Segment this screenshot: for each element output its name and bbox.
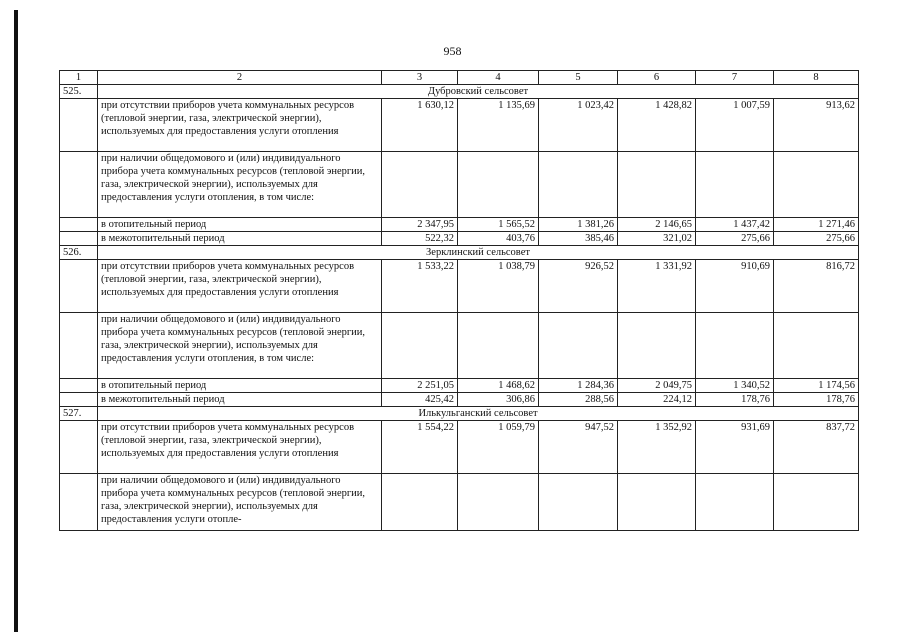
header-cell: 4 (458, 71, 539, 85)
value-cell: 275,66 (774, 232, 859, 246)
value-cell: 306,86 (458, 393, 539, 407)
value-cell: 816,72 (774, 260, 859, 313)
value-cell: 403,76 (458, 232, 539, 246)
section-name: Илькульганский сельсовет (98, 407, 859, 421)
row-label: в отопительный период (98, 218, 382, 232)
scan-edge-bar (14, 10, 18, 632)
value-cell: 224,12 (618, 393, 696, 407)
value-cell: 1 533,22 (382, 260, 458, 313)
value-cell: 947,52 (539, 421, 618, 474)
table-header-row (60, 71, 859, 85)
row-description: при наличии общедомового и (или) индивидуального прибора учета коммунальных ресурсов (тепловой энергии, газа, электрической энергии), используемых для предоставления услуги отопле- (98, 474, 382, 531)
value-cell: 288,56 (539, 393, 618, 407)
row-label: в отопительный период (98, 379, 382, 393)
value-cell: 321,02 (618, 232, 696, 246)
table-row (60, 474, 859, 531)
header-cell: 5 (539, 71, 618, 85)
table-row (60, 218, 859, 232)
value-cell: 1 437,42 (696, 218, 774, 232)
value-cell: 2 251,05 (382, 379, 458, 393)
value-cell: 837,72 (774, 421, 859, 474)
table-row (60, 313, 859, 379)
header-cell: 8 (774, 71, 859, 85)
value-cell: 2 146,65 (618, 218, 696, 232)
value-cell: 2 049,75 (618, 379, 696, 393)
value-cell: 1 381,26 (539, 218, 618, 232)
section-row (60, 246, 859, 260)
value-cell: 1 331,92 (618, 260, 696, 313)
row-description: при отсутствии приборов учета коммунальных ресурсов (тепловой энергии, газа, электрической энергии), используемых для предоставления услуги отопления (98, 421, 382, 474)
row-description: при отсутствии приборов учета коммунальных ресурсов (тепловой энергии, газа, электрической энергии), используемых для предоставления услуги отопления (98, 260, 382, 313)
header-cell: 1 (60, 71, 98, 85)
table-row (60, 152, 859, 218)
value-cell: 1 428,82 (618, 99, 696, 152)
value-cell: 1 038,79 (458, 260, 539, 313)
section-name: Зерклинский сельсовет (98, 246, 859, 260)
section-number: 525. (60, 85, 98, 99)
value-cell: 1 174,56 (774, 379, 859, 393)
value-cell: 1 340,52 (696, 379, 774, 393)
section-number: 527. (60, 407, 98, 421)
header-cell: 2 (98, 71, 382, 85)
value-cell: 1 271,46 (774, 218, 859, 232)
value-cell: 1 007,59 (696, 99, 774, 152)
value-cell: 1 023,42 (539, 99, 618, 152)
value-cell: 1 468,62 (458, 379, 539, 393)
value-cell: 931,69 (696, 421, 774, 474)
value-cell: 2 347,95 (382, 218, 458, 232)
value-cell: 1 630,12 (382, 99, 458, 152)
value-cell: 385,46 (539, 232, 618, 246)
value-cell: 1 059,79 (458, 421, 539, 474)
section-row (60, 85, 859, 99)
header-cell: 6 (618, 71, 696, 85)
row-label: в межотопительный период (98, 232, 382, 246)
table-row (60, 393, 859, 407)
header-cell: 3 (382, 71, 458, 85)
value-cell: 1 565,52 (458, 218, 539, 232)
section-name: Дубровский сельсовет (98, 85, 859, 99)
value-cell: 926,52 (539, 260, 618, 313)
table-row (60, 232, 859, 246)
table-row (60, 99, 859, 152)
header-cell: 7 (696, 71, 774, 85)
row-description: при наличии общедомового и (или) индивидуального прибора учета коммунальных ресурсов (тепловой энергии, газа, электрической энергии), используемых для предоставления услуги отопления, в том числе: (98, 152, 382, 218)
value-cell: 1 284,36 (539, 379, 618, 393)
value-cell: 1 135,69 (458, 99, 539, 152)
tariff-table (59, 70, 859, 531)
table-row (60, 260, 859, 313)
table-row (60, 421, 859, 474)
value-cell: 910,69 (696, 260, 774, 313)
section-number: 526. (60, 246, 98, 260)
value-cell: 178,76 (696, 393, 774, 407)
page-number: 958 (443, 44, 462, 58)
row-description: при отсутствии приборов учета коммунальных ресурсов (тепловой энергии, газа, электрической энергии), используемых для предоставления услуги отопления (98, 99, 382, 152)
value-cell: 275,66 (696, 232, 774, 246)
row-label: в межотопительный период (98, 393, 382, 407)
value-cell: 1 554,22 (382, 421, 458, 474)
value-cell: 425,42 (382, 393, 458, 407)
table-row (60, 379, 859, 393)
value-cell: 913,62 (774, 99, 859, 152)
value-cell: 1 352,92 (618, 421, 696, 474)
section-row (60, 407, 859, 421)
value-cell: 522,32 (382, 232, 458, 246)
row-description: при наличии общедомового и (или) индивидуального прибора учета коммунальных ресурсов (тепловой энергии, газа, электрической энергии), используемых для предоставления услуги отопления, в том числе: (98, 313, 382, 379)
value-cell: 178,76 (774, 393, 859, 407)
